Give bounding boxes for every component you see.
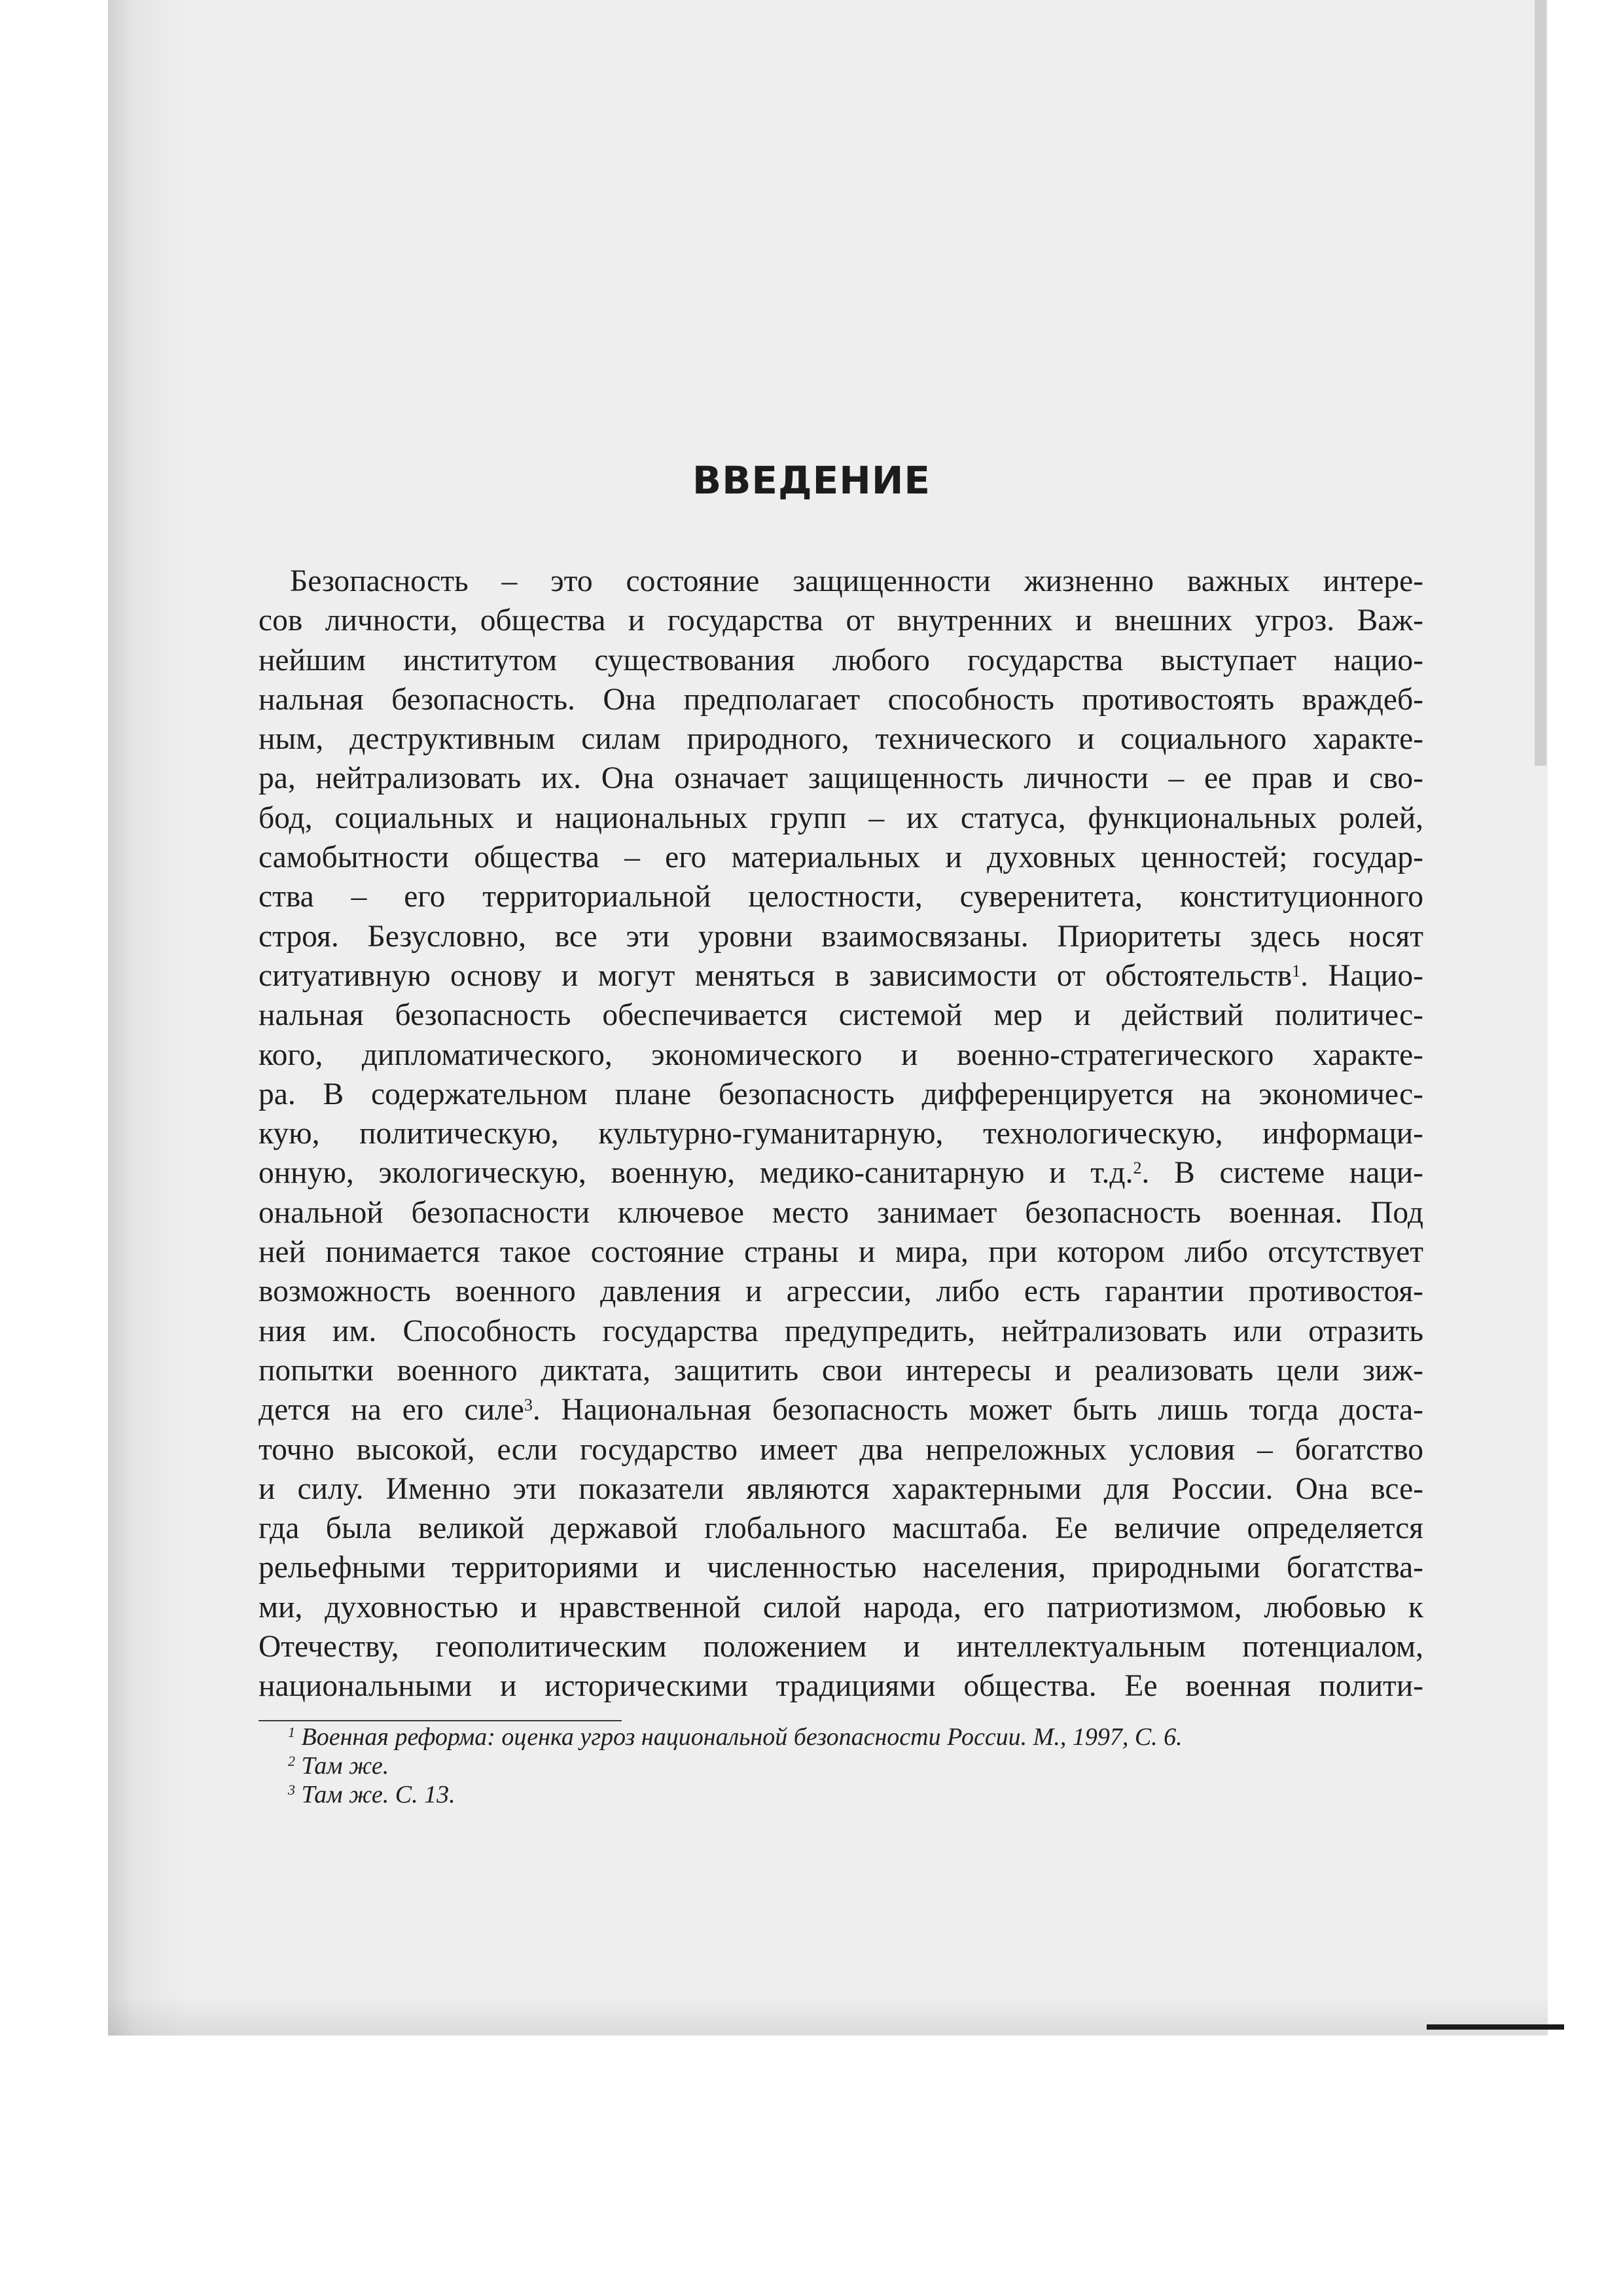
text-line: ональной безопасности ключевое место занимает безопасность военная. Под [259, 1195, 1423, 1230]
text-line: сов личности, общества и государства от внутренних и внешних угроз. Важ- [259, 603, 1423, 638]
text-line: рельефными территориями и численностью населения, природными богатства- [259, 1551, 1423, 1585]
footnote-text: Там же. С. 13. [301, 1781, 455, 1808]
text-line [259, 1153, 1423, 1193]
footnote-divider [259, 1720, 622, 1721]
footnote-ref: 2 [1133, 1158, 1142, 1178]
footnote-number: 3 [288, 1782, 295, 1798]
text-line: возможность военного давления и агрессии, либо есть гарантии противостоя- [259, 1274, 1423, 1309]
footnote-text: Там же. [301, 1752, 389, 1780]
text-line: нейшим институтом существования любого государства выступает нацио- [259, 643, 1423, 677]
body-text [259, 562, 1423, 1706]
text-line: ства – его территориальной целостности, суверенитета, конституционного [259, 880, 1423, 914]
text-line: ней понимается такое состояние страны и мира, при котором либо отсутствует [259, 1235, 1423, 1270]
text-line: кую, политическую, культурно-гуманитарную, технологическую, информаци- [259, 1117, 1423, 1151]
text-line [259, 956, 1423, 996]
text-line: ным, деструктивным силам природного, технического и социального характе- [259, 722, 1423, 757]
text-line: Безопасность – это состояние защищенности жизненно важных интере- [290, 564, 1423, 598]
text-line: ра, нейтрализовать их. Она означает защищенность личности – ее прав и сво- [259, 761, 1423, 796]
footnote-ref: 1 [1292, 961, 1301, 980]
text-line: ра. В содержательном плане безопасность дифференцируется на экономичес- [259, 1077, 1423, 1111]
text-line: гда была великой державой глобального масштаба. Ее величие определяется [259, 1511, 1423, 1546]
footnote [288, 1780, 1427, 1809]
footnote [288, 1723, 1427, 1751]
text-segment: онную, экологическую, военную, медико-санитарную и т.д. [259, 1156, 1133, 1191]
text-line: попытки военного диктата, защитить свои интересы и реализовать цели зиж- [259, 1353, 1423, 1388]
text-segment: дется на его силе [259, 1393, 524, 1427]
footnote-text: Военная реформа: оценка угроз национальной безопасности России. М., 1997, С. 6. [301, 1723, 1183, 1751]
text-line [259, 1390, 1423, 1429]
text-line: нальная безопасность. Она предполагает способность противостоять враждеб- [259, 682, 1423, 717]
text-segment: . Нацио- [1300, 958, 1423, 993]
text-line: и силу. Именно эти показатели являются характерными для России. Она все- [259, 1471, 1423, 1506]
footnote-number: 1 [288, 1724, 295, 1740]
text-line: строя. Безусловно, все эти уровни взаимосвязаны. Приоритеты здесь носят [259, 919, 1423, 954]
footnote-number: 2 [288, 1753, 295, 1769]
text-segment: . В системе наци- [1141, 1156, 1423, 1191]
text-segment: ситуативную основу и могут меняться в зависимости от обстоятельств [259, 958, 1293, 993]
text-line: ми, духовностью и нравственной силой народа, его патриотизмом, любовью к [259, 1590, 1423, 1624]
text-line: нальная безопасность обеспечивается системой мер и действий политичес- [259, 998, 1423, 1033]
footnote-ref: 3 [524, 1395, 533, 1415]
text-line: Отечеству, геополитическим положением и интеллектуальным потенциалом, [259, 1630, 1423, 1664]
footnotes [288, 1723, 1427, 1809]
text-line: ния им. Способность государства предупредить, нейтрализовать или отразить [259, 1314, 1423, 1348]
footnote [288, 1751, 1427, 1780]
text-line: точно высокой, если государство имеет два непреложных условия – богатство [259, 1432, 1423, 1467]
page-title: ВВЕДЕНИЕ [692, 458, 931, 503]
scan-edge [1535, 0, 1546, 766]
text-segment: . Национальная безопасность может быть лишь тогда доста- [532, 1393, 1423, 1427]
text-line: национальными и историческими традициями общества. Ее военная полити- [259, 1669, 1423, 1704]
scan-edge [1427, 2024, 1564, 2030]
text-line: кого, дипломатического, экономического и военно-стратегического характе- [259, 1037, 1423, 1072]
text-line: самобытности общества – его материальных и духовных ценностей; государ- [259, 840, 1423, 875]
text-line: бод, социальных и национальных групп – их статуса, функциональных ролей, [259, 800, 1423, 835]
